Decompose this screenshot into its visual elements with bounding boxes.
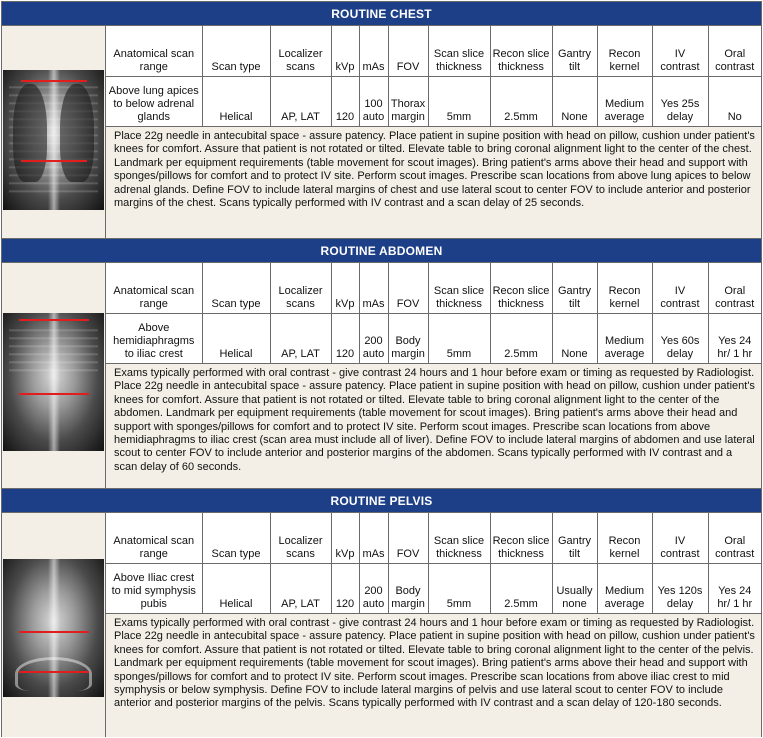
header-gantry: Gantry tilt <box>552 263 597 313</box>
cell-scan-type: Helical <box>202 313 270 363</box>
parameter-row <box>106 76 761 126</box>
header-gantry: Gantry tilt <box>552 26 597 76</box>
procedure-description: Exams typically performed with oral contrast - give contrast 24 hours and 1 hour before exam or timing as requested by Radiologist. Place 22g needle in antecubital space - assure patency. Place patient in supine position with head on pillow, cushion under patient's knees for comfort. Assure that patient is not rotated or tilted. Elevate table to bring coronal alignment light to the center of the abdomen. Landmark per equipment requirements (table movement for scout images). Bring patient's arms above their head and support with sponges/pillows for comfort and to protect IV site. Perform scout images. Prescribe scan locations from above hemidiaphragms to iliac crest (scan area must include all of liver). Define FOV to include lateral margins of abdomen and use lateral scout to center FOV to include anterior and posterior margins of the abdomen. Scans typically performed with IV contrast and a scan delay of 60 seconds. <box>106 364 761 488</box>
cell-kvp: 120 <box>331 313 359 363</box>
header-fov: FOV <box>388 26 428 76</box>
header-recon-slice: Recon slice thickness <box>490 263 552 313</box>
section-divider <box>2 488 761 489</box>
header-mas: mAs <box>359 513 388 563</box>
header-scan-type: Scan type <box>202 263 270 313</box>
header-iv: IV contrast <box>652 513 708 563</box>
parameter-row <box>106 313 761 363</box>
cell-oral: Yes 24 hr/ 1 hr <box>708 313 761 363</box>
header-scan-type: Scan type <box>202 26 270 76</box>
header-row <box>106 263 761 313</box>
cell-recon-slice: 2.5mm <box>490 563 552 613</box>
cell-localizer: AP, LAT <box>270 313 331 363</box>
cell-mas: 200 auto <box>359 313 388 363</box>
header-slice: Scan slice thickness <box>428 513 490 563</box>
section-title: ROUTINE PELVIS <box>2 489 761 513</box>
cell-slice: 5mm <box>428 76 490 126</box>
section-chest <box>2 2 761 239</box>
header-gantry: Gantry tilt <box>552 513 597 563</box>
pelvis-bone-shadow <box>15 657 92 691</box>
scan-end-line <box>19 671 89 673</box>
header-oral: Oral contrast <box>708 263 761 313</box>
header-mas: mAs <box>359 263 388 313</box>
header-kernel: Recon kernel <box>597 26 652 76</box>
cell-scan-type: Helical <box>202 76 270 126</box>
cell-fov: Body margin <box>388 313 428 363</box>
parameter-row <box>106 563 761 613</box>
cell-gantry: None <box>552 76 597 126</box>
cell-localizer: AP, LAT <box>270 76 331 126</box>
cell-fov: Body margin <box>388 563 428 613</box>
header-iv: IV contrast <box>652 263 708 313</box>
section-divider <box>2 238 761 239</box>
procedure-description: Place 22g needle in antecubital space - assure patency. Place patient in supine position with head on pillow, cushion under patient's knees for comfort. Assure that patient is not rotated or tilted. Elevate table to bring coronal alignment light to the center of the chest. Landmark per equipment requirements (table movement for scout images). Bring patient's arms above their head and support with sponges/pillows for comfort and to protect IV site. Perform scout images. Prescribe scan locations from above lung apices to below adrenal glands. Define FOV to include lateral margins of chest and use lateral scout to center FOV to include anterior and posterior margins of the chest. Scans typically performed with IV contrast and a scan delay of 25 seconds. <box>106 127 761 238</box>
cell-kernel: Medium average <box>597 313 652 363</box>
header-row <box>106 513 761 563</box>
scan-parameter-table <box>106 26 761 127</box>
cell-localizer: AP, LAT <box>270 563 331 613</box>
header-range: Anatomical scan range <box>106 513 202 563</box>
left-lung-shadow <box>13 84 47 182</box>
section-title: ROUTINE CHEST <box>2 2 761 26</box>
cell-mas: 100 auto <box>359 76 388 126</box>
cell-kvp: 120 <box>331 563 359 613</box>
header-kvp: kVp <box>331 263 359 313</box>
header-localizer: Localizer scans <box>270 513 331 563</box>
header-fov: FOV <box>388 263 428 313</box>
cell-kernel: Medium average <box>597 76 652 126</box>
header-kernel: Recon kernel <box>597 263 652 313</box>
section-body <box>2 26 761 238</box>
header-kvp: kVp <box>331 26 359 76</box>
scan-parameter-table <box>106 263 761 364</box>
header-kernel: Recon kernel <box>597 513 652 563</box>
scan-start-line <box>21 80 87 82</box>
header-recon-slice: Recon slice thickness <box>490 26 552 76</box>
cell-recon-slice: 2.5mm <box>490 313 552 363</box>
section-body <box>2 263 761 488</box>
cell-gantry: None <box>552 313 597 363</box>
header-scan-type: Scan type <box>202 513 270 563</box>
cell-gantry: Usually none <box>552 563 597 613</box>
header-oral: Oral contrast <box>708 513 761 563</box>
section-title: ROUTINE ABDOMEN <box>2 239 761 263</box>
header-localizer: Localizer scans <box>270 26 331 76</box>
procedure-description: Exams typically performed with oral contrast - give contrast 24 hours and 1 hour before exam or timing as requested by Radiologist. Place 22g needle in antecubital space - assure patency. Place patient in supine position with head on pillow, cushion under patient's knees for comfort. Assure that patient is not rotated or tilted. Elevate table to bring coronal alignment light to the center of the pelvis. Landmark per equipment requirements (table movement for scout images). Bring patient's arms above their head and support with sponges/pillows for comfort and to protect IV site. Perform scout images. Prescribe scan locations from above iliac crest to mid symphysis or below symphysis. Define FOV to include lateral margins of pelvis and use lateral scout to center FOV to include anterior and posterior margins of the pelvis. Scans typically performed with IV contrast and a scan delay of 120-180 seconds. <box>106 614 761 737</box>
cell-slice: 5mm <box>428 563 490 613</box>
cell-range: Above hemidiaphragms to iliac crest <box>106 313 202 363</box>
section-body <box>2 513 761 737</box>
abdomen-xray-image <box>3 313 104 451</box>
section-pelvis <box>2 489 761 738</box>
header-iv: IV contrast <box>652 26 708 76</box>
scout-image-panel <box>2 263 106 488</box>
cell-iv: Yes 60s delay <box>652 313 708 363</box>
spine-shadow <box>48 313 60 451</box>
scan-end-line <box>19 393 89 395</box>
cell-slice: 5mm <box>428 313 490 363</box>
pelvis-xray-image <box>3 559 104 697</box>
header-fov: FOV <box>388 513 428 563</box>
protocol-sheet <box>1 1 762 737</box>
cell-scan-type: Helical <box>202 563 270 613</box>
section-abdomen <box>2 239 761 489</box>
header-range: Anatomical scan range <box>106 263 202 313</box>
cell-fov: Thorax margin <box>388 76 428 126</box>
header-mas: mAs <box>359 26 388 76</box>
header-slice: Scan slice thickness <box>428 26 490 76</box>
chest-xray-image <box>3 70 104 210</box>
cell-iv: Yes 120s delay <box>652 563 708 613</box>
scout-image-panel <box>2 26 106 238</box>
header-row <box>106 26 761 76</box>
right-lung-shadow <box>60 84 94 182</box>
cell-kernel: Medium average <box>597 563 652 613</box>
cell-iv: Yes 25s delay <box>652 76 708 126</box>
cell-recon-slice: 2.5mm <box>490 76 552 126</box>
header-recon-slice: Recon slice thickness <box>490 513 552 563</box>
cell-range: Above Iliac crest to mid symphysis pubis <box>106 563 202 613</box>
cell-oral: Yes 24 hr/ 1 hr <box>708 563 761 613</box>
header-localizer: Localizer scans <box>270 263 331 313</box>
cell-kvp: 120 <box>331 76 359 126</box>
cell-range: Above lung apices to below adrenal glands <box>106 76 202 126</box>
scan-start-line <box>19 631 89 633</box>
scout-image-panel <box>2 513 106 737</box>
cell-mas: 200 auto <box>359 563 388 613</box>
header-range: Anatomical scan range <box>106 26 202 76</box>
header-oral: Oral contrast <box>708 26 761 76</box>
scan-parameter-table <box>106 513 761 614</box>
header-kvp: kVp <box>331 513 359 563</box>
scan-end-line <box>21 160 87 162</box>
scan-start-line <box>19 319 89 321</box>
header-slice: Scan slice thickness <box>428 263 490 313</box>
cell-oral: No <box>708 76 761 126</box>
spine-shadow <box>48 70 60 210</box>
